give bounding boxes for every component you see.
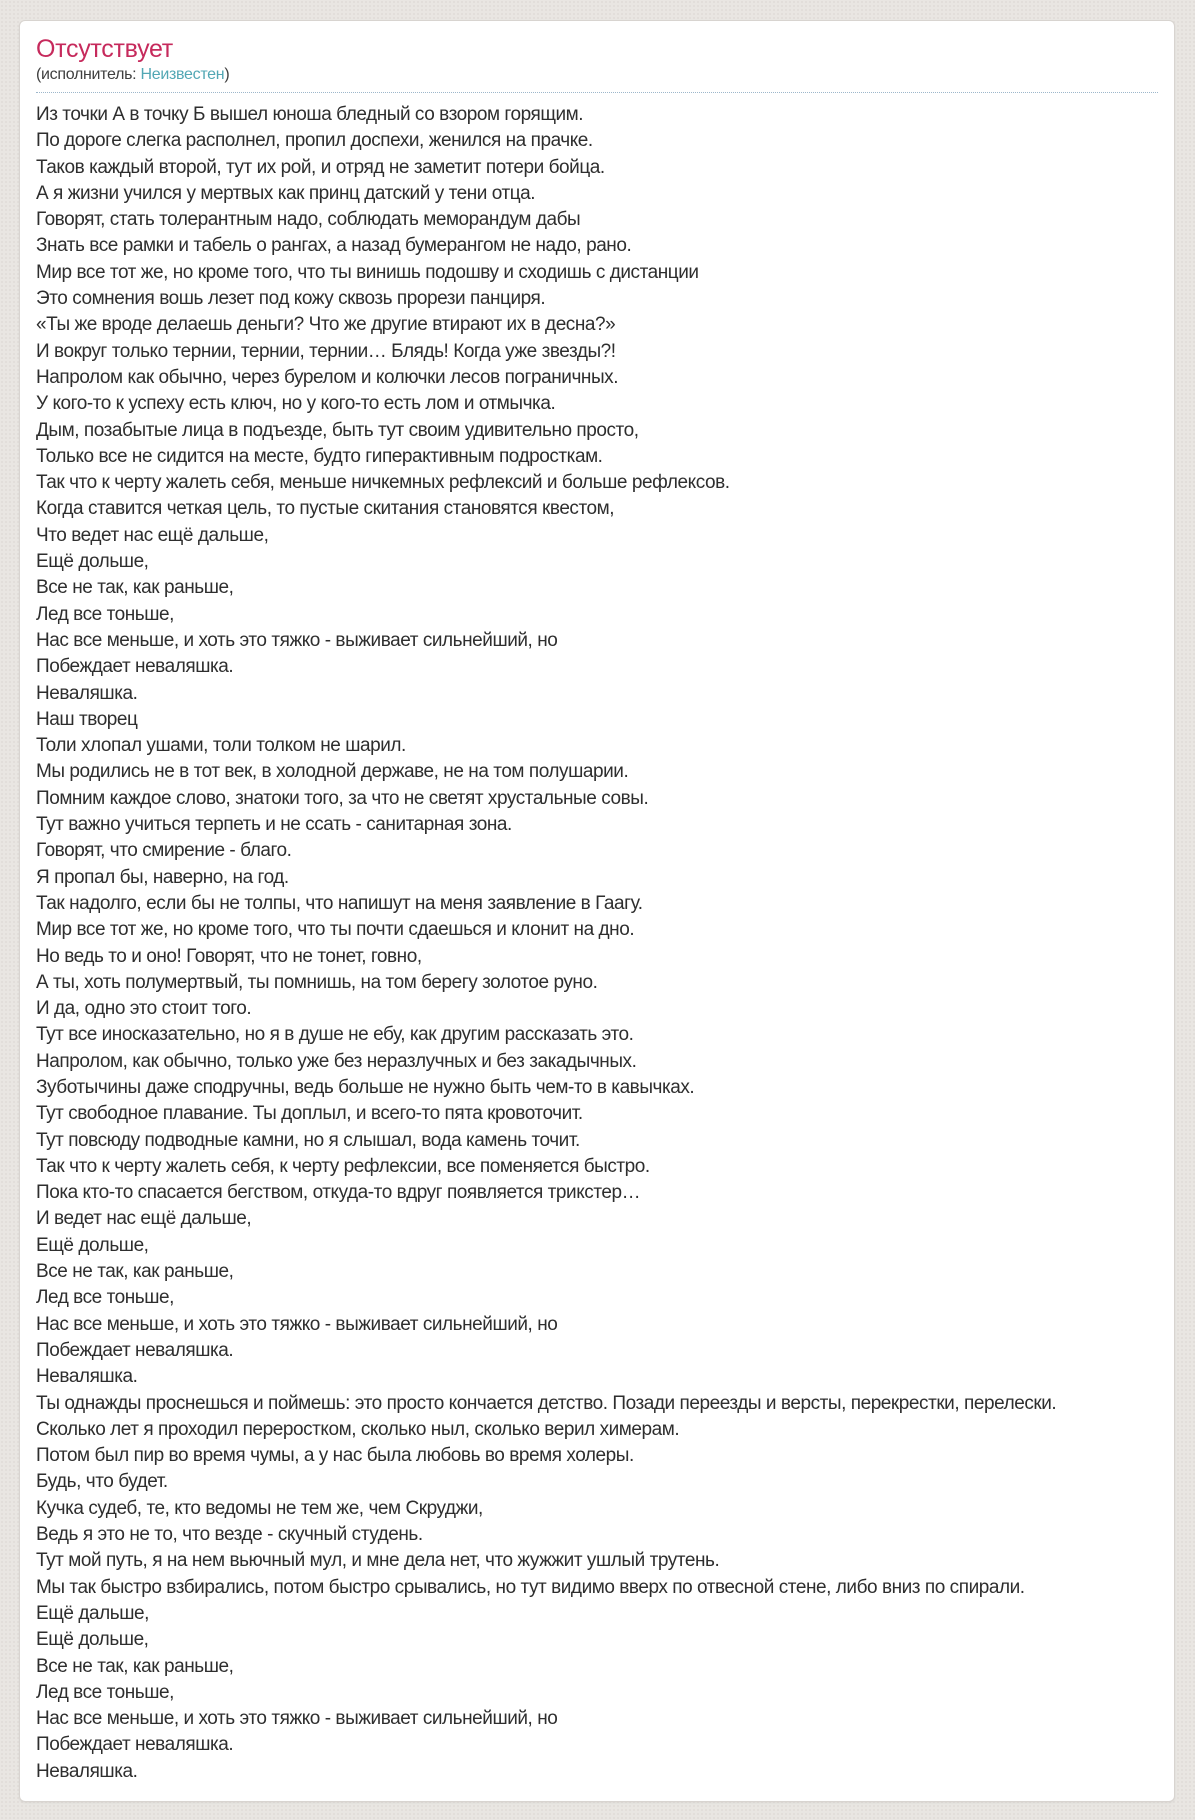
lyrics-line: Побеждает неваляшка. bbox=[36, 1734, 234, 1756]
lyrics-line: Тут мой путь, я на нем вьючный мул, и мне дела нет, что жужжит ушлый трутень. bbox=[36, 1550, 720, 1572]
lyrics-line: И ведет нас ещё дальше, bbox=[36, 1208, 252, 1230]
artist-label-prefix: (исполнитель: bbox=[36, 66, 141, 83]
lyrics-line: Нас все меньше, и хоть это тяжко - выживает сильнейший, но bbox=[36, 629, 558, 651]
lyrics-line: Лед все тоньше, bbox=[36, 603, 174, 625]
lyrics-line: Сколько лет я проходил переростком, сколько ныл, сколько верил химерам. bbox=[36, 1418, 680, 1440]
lyrics-line: Нас все меньше, и хоть это тяжко - выживает сильнейший, но bbox=[36, 1708, 558, 1730]
lyrics-line: Ещё дольше, bbox=[36, 1234, 149, 1256]
lyrics-line: И вокруг только тернии, тернии, тернии… Блядь! Когда уже звезды?! bbox=[36, 340, 616, 362]
page-title: Отсутствует bbox=[36, 35, 173, 63]
lyrics-line: Помним каждое слово, знатоки того, за что не светят хрустальные совы. bbox=[36, 787, 649, 809]
lyrics-line: Все не так, как раньше, bbox=[36, 1655, 234, 1677]
lyrics-line: Так надолго, если бы не толпы, что напишут на меня заявление в Гаагу. bbox=[36, 892, 643, 914]
lyrics-line: Говорят, стать толерантным надо, соблюдать меморандум дабы bbox=[36, 209, 581, 231]
lyrics-card bbox=[19, 20, 1175, 1802]
lyrics-line: Лед все тоньше, bbox=[36, 1681, 174, 1703]
artist-label-suffix: ) bbox=[224, 66, 230, 83]
lyrics-line: Когда ставится четкая цель, то пустые скитания становятся квестом, bbox=[36, 498, 615, 520]
lyrics-line: Я пропал бы, наверно, на год. bbox=[36, 866, 289, 888]
lyrics-line: Нас все меньше, и хоть это тяжко - выживает сильнейший, но bbox=[36, 1313, 558, 1335]
lyrics-line: Ты однажды проснешься и поймешь: это просто кончается детство. Позади переезды и версты, перекрестки, перелески. bbox=[36, 1392, 1057, 1414]
lyrics-line: А ты, хоть полумертвый, ты помнишь, на том берегу золотое руно. bbox=[36, 971, 598, 993]
lyrics-line: Будь, что будет. bbox=[36, 1471, 168, 1493]
lyrics-line: Ведь я это не то, что везде - скучный студень. bbox=[36, 1524, 423, 1546]
lyrics-line: Напролом, как обычно, только уже без неразлучных и без закадычных. bbox=[36, 1050, 637, 1072]
lyrics-line: Дым, позабытые лица в подъезде, быть тут своим удивительно просто, bbox=[36, 419, 639, 441]
lyrics-line: Мы так быстро взбирались, потом быстро срывались, но тут видимо вверх по отвесной стене, либо вниз по спирали. bbox=[36, 1576, 1025, 1598]
lyrics-line: Наш творец bbox=[36, 708, 138, 730]
lyrics-line: Неваляшка. bbox=[36, 1760, 138, 1782]
lyrics-line: Все не так, как раньше, bbox=[36, 1261, 234, 1283]
lyrics-line: Мир все тот же, но кроме того, что ты винишь подошву и сходишь с дистанции bbox=[36, 261, 699, 283]
lyrics-line: Говорят, что смирение - благо. bbox=[36, 840, 292, 862]
lyrics-line: Так что к черту жалеть себя, меньше ничкемных рефлексий и больше рефлексов. bbox=[36, 472, 730, 494]
lyrics-line: Напролом как обычно, через бурелом и колючки лесов пограничных. bbox=[36, 366, 619, 388]
lyrics-line: Побеждает неваляшка. bbox=[36, 656, 234, 678]
lyrics-line: Пока кто-то спасается бегством, откуда-то вдруг появляется трикстер… bbox=[36, 1182, 641, 1204]
lyrics-line: Таков каждый второй, тут их рой, и отряд не заметит потери бойца. bbox=[36, 156, 605, 178]
lyrics-line: Тут все иносказательно, но я в душе не ебу, как другим рассказать это. bbox=[36, 1024, 634, 1046]
lyrics-line: Тут важно учиться терпеть и не ссать - санитарная зона. bbox=[36, 814, 512, 836]
lyrics-line: Только все не сидится на месте, будто гиперактивным подросткам. bbox=[36, 445, 603, 467]
lyrics-line: Так что к черту жалеть себя, к черту рефлексии, все поменяется быстро. bbox=[36, 1155, 650, 1177]
lyrics-line: Лед все тоньше, bbox=[36, 1287, 174, 1309]
lyrics-line: А я жизни учился у мертвых как принц датский у тени отца. bbox=[36, 182, 536, 204]
lyrics-line: Все не так, как раньше, bbox=[36, 577, 234, 599]
lyrics-line: У кого-то к успеху есть ключ, но у кого-то есть лом и отмычка. bbox=[36, 393, 556, 415]
lyrics-line: Ещё дольше, bbox=[36, 551, 149, 573]
lyrics-line: Зуботычины даже сподручны, ведь больше не нужно быть чем-то в кавычках. bbox=[36, 1076, 695, 1098]
lyrics-line: Толи хлопал ушами, толи толком не шарил. bbox=[36, 735, 406, 757]
lyrics-line: Из точки А в точку Б вышел юноша бледный со взором горящим. bbox=[36, 104, 584, 125]
lyrics-line: Потом был пир во время чумы, а у нас была любовь во время холеры. bbox=[36, 1445, 634, 1467]
lyrics-line: Ещё дальше, bbox=[36, 1602, 149, 1624]
lyrics-line: Тут свободное плавание. Ты доплыл, и всего-то пята кровоточит. bbox=[36, 1103, 583, 1125]
lyrics-line: Это сомнения вошь лезет под кожу сквозь прорези панциря. bbox=[36, 288, 546, 310]
lyrics-line: Ещё дольше, bbox=[36, 1629, 149, 1651]
lyrics-line: Мир все тот же, но кроме того, что ты почти сдаешься и клонит на дно. bbox=[36, 919, 635, 941]
lyrics-line: Побеждает неваляшка. bbox=[36, 1339, 234, 1361]
lyrics-line: Знать все рамки и табель о рангах, а назад бумерангом не надо, рано. bbox=[36, 235, 632, 257]
lyrics-line: «Ты же вроде делаешь деньги? Что же другие втирают их в десна?» bbox=[36, 314, 616, 336]
lyrics-line: Что ведет нас ещё дальше, bbox=[36, 524, 269, 546]
lyrics-line: По дороге слегка располнел, пропил доспехи, женился на прачке. bbox=[36, 130, 593, 152]
lyrics-line: Мы родились не в тот век, в холодной державе, не на том полушарии. bbox=[36, 761, 629, 783]
artist-line bbox=[36, 65, 1158, 93]
artist-link[interactable]: Неизвестен bbox=[140, 66, 225, 83]
lyrics-line: И да, одно это стоит того. bbox=[36, 998, 252, 1020]
lyrics-line: Неваляшка. bbox=[36, 1366, 138, 1388]
lyrics-line: Кучка судеб, те, кто ведомы не тем же, чем Скруджи, bbox=[36, 1497, 483, 1519]
lyrics-line: Тут повсюду подводные камни, но я слышал, вода камень точит. bbox=[36, 1129, 580, 1151]
lyrics-text bbox=[36, 102, 1158, 1785]
lyrics-line: Неваляшка. bbox=[36, 682, 138, 704]
lyrics-line: Но ведь то и оно! Говорят, что не тонет, говно, bbox=[36, 945, 422, 967]
